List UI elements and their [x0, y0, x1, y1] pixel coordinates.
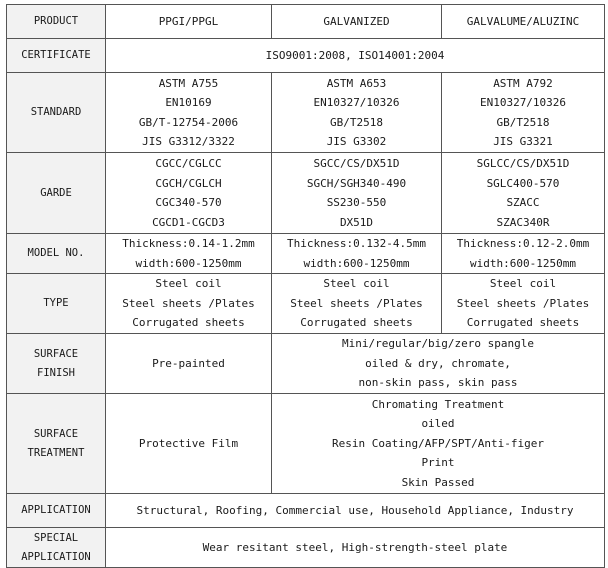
cell-line: Steel sheets /Plates	[122, 296, 255, 310]
header-galvalume: GALVALUME/ALUZINC	[442, 5, 605, 39]
cell-line: SGCC/CS/DX51D	[313, 157, 400, 170]
special-application-row	[7, 528, 605, 568]
cell-line: width:600-1250mm	[303, 256, 410, 270]
cell-line: EN10327/10326	[313, 96, 400, 109]
surface-finish-label	[7, 334, 106, 394]
grade-galvanized	[272, 153, 442, 234]
label-line: SURFACE	[33, 427, 79, 440]
surface-treatment-label	[7, 394, 106, 494]
model-label: MODEL NO.	[7, 234, 106, 274]
cell-line: Mini/regular/big/zero spangle	[341, 337, 535, 351]
cell-line: width:600-1250mm	[135, 256, 242, 270]
header-ppgi: PPGI/PPGL	[106, 5, 272, 39]
label-line: SPECIAL	[33, 531, 79, 544]
cell-line: CGC340-570	[155, 196, 222, 209]
surface-finish-others	[272, 334, 605, 394]
type-galvalume	[442, 274, 605, 334]
cell-line: EN10327/10326	[479, 96, 567, 109]
grade-ppgi	[106, 153, 272, 234]
model-galvanized	[272, 234, 442, 274]
application-value: Structural, Roofing, Commercial use, Household Appliance, Industry	[106, 494, 605, 528]
cell-line: JIS G3321	[493, 135, 553, 148]
cell-line: Steel coil	[489, 277, 557, 291]
application-label: APPLICATION	[7, 494, 106, 528]
standard-row	[7, 73, 605, 153]
cell-line: oiled & dry, chromate,	[365, 356, 511, 370]
cell-line: CGCH/CGLCH	[155, 176, 222, 190]
surface-treatment-others	[272, 394, 605, 494]
label-line: SURFACE	[33, 347, 79, 360]
product-spec-table	[6, 4, 605, 568]
cell-line: Print	[421, 456, 455, 470]
certificate-label: CERTIFICATE	[7, 39, 106, 73]
cell-line: Steel sheets /Plates	[290, 296, 423, 310]
certificate-value: ISO9001:2008, ISO14001:2004	[106, 39, 605, 73]
model-ppgi	[106, 234, 272, 274]
cell-line: Steel sheets /Plates	[456, 296, 590, 310]
cell-line: Chromating Treatment	[371, 397, 505, 411]
cell-line: EN10169	[165, 96, 212, 109]
cell-line: oiled	[421, 417, 455, 431]
cell-line: GB/T2518	[330, 115, 383, 129]
cell-line: Steel coil	[323, 277, 390, 291]
standard-ppgi	[106, 73, 272, 153]
cell-line: Thickness:0.14-1.2mm	[122, 237, 255, 250]
cell-line: SGCH/SGH340-490	[306, 176, 407, 190]
cell-line: ASTM A653	[326, 76, 387, 90]
cell-line: CGCC/CGLCC	[155, 157, 222, 170]
label-line: TREATMENT	[27, 446, 85, 459]
cell-line: Corrugated sheets	[132, 316, 245, 330]
grade-galvalume	[442, 153, 605, 234]
cell-line: Thickness:0.132-4.5mm	[286, 237, 427, 250]
surface-treatment-ppgi: Protective Film	[106, 394, 272, 494]
cell-line: JIS G3312/3322	[142, 135, 235, 148]
grade-row	[7, 153, 605, 234]
cell-line: Skin Passed	[401, 475, 475, 489]
cell-line: non-skin pass, skin pass	[358, 376, 518, 390]
header-product: PRODUCT	[7, 5, 106, 39]
certificate-row	[7, 39, 605, 73]
standard-label: STANDARD	[7, 73, 106, 153]
cell-line: SZAC340R	[496, 215, 550, 229]
cell-line: SGLC400-570	[486, 176, 560, 190]
model-galvalume	[442, 234, 605, 274]
special-application-value: Wear resitant steel, High-strength-steel plate	[106, 528, 605, 568]
cell-line: Resin Coating/AFP/SPT/Anti-figer	[332, 436, 544, 450]
type-row	[7, 274, 605, 334]
standard-galvanized	[272, 73, 442, 153]
header-galvanized: GALVANIZED	[272, 5, 442, 39]
surface-finish-row	[7, 334, 605, 394]
surface-treatment-row	[7, 394, 605, 494]
cell-line: Steel coil	[155, 277, 222, 291]
label-line: APPLICATION	[21, 550, 91, 563]
standard-galvalume	[442, 73, 605, 153]
label-line: FINISH	[37, 366, 75, 379]
model-row	[7, 234, 605, 274]
type-ppgi	[106, 274, 272, 334]
grade-label: GARDE	[7, 153, 106, 234]
cell-line: Corrugated sheets	[300, 316, 413, 330]
special-application-label	[7, 528, 106, 568]
cell-line: width:600-1250mm	[470, 256, 576, 270]
cell-line: SS230-550	[326, 196, 387, 209]
type-label: TYPE	[7, 274, 106, 334]
header-row	[7, 5, 605, 39]
cell-line: GB/T2518	[496, 115, 550, 129]
cell-line: ASTM A755	[158, 76, 219, 90]
cell-line: SGLCC/CS/DX51D	[476, 157, 570, 170]
cell-line: Thickness:0.12-2.0mm	[456, 237, 590, 250]
application-row	[7, 494, 605, 528]
cell-line: Corrugated sheets	[466, 316, 580, 330]
cell-line: CGCD1-CGCD3	[152, 215, 225, 229]
cell-line: SZACC	[506, 196, 540, 209]
type-galvanized	[272, 274, 442, 334]
cell-line: DX51D	[339, 215, 374, 229]
cell-line: GB/T-12754-2006	[138, 115, 239, 129]
cell-line: ASTM A792	[493, 76, 553, 90]
surface-finish-ppgi: Pre-painted	[106, 334, 272, 394]
cell-line: JIS G3302	[326, 135, 387, 148]
